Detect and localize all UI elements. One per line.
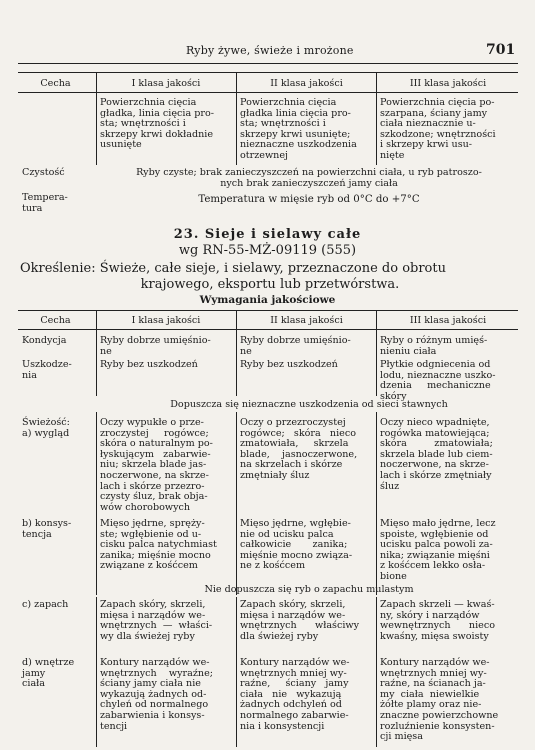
table1-cell-class1: Powierzchnia cięcia gładka, linia cięcia pro- sta; wnętrzności i skrzepy krwi dokładnie usunięte: [100, 97, 214, 151]
table2-label-kondycja: Kondycja: [22, 335, 67, 346]
running-header: Ryby żywe, świeże i mrożone: [186, 44, 354, 57]
section-standard: wg RN-55-MŻ-09119 (555): [178, 243, 357, 258]
table2-zapach-class1: Zapach skóry, skrzeli, mięsa i narządów we- wnętrznych — właści- wy dla świeżej ryby: [100, 599, 213, 642]
table1-temperatura-text: Temperatura w mięsie ryb od 0°C do +7°C: [198, 194, 420, 205]
table2-konsystencja-class3: Mięso mało jędrne, lecz spoiste, wgłębienie od ucisku palca powoli za- nika; związanie mięśni z kośćcem lekko osła- bione: [380, 518, 496, 582]
table2-wyglad-class3: Oczy nieco wpadnięte, rogówka matowiejąca; skóra zmatowiała; skrzela blade lub ciem- noczerwone, na skrze- lach i skórze zmętniały śluz: [380, 417, 493, 492]
requirements-title: Wymagania jakościowe: [199, 294, 336, 306]
table2-col-divider: [96, 597, 97, 747]
table2-wyglad-class2: Oczy o przezroczystej rogówce; skóra nieco zmatowiała, skrzela blade, jasnoczerwone, na skrzelach i skórze zmętniały śluz: [240, 417, 358, 481]
table2-uszkodzenia-class3: Płytkie odgniecenia od lodu, nieznaczne uszko- dzenia mechaniczne skóry: [380, 359, 496, 402]
table2-uszkodzenia-class1: Ryby bez uszkodzeń: [100, 359, 198, 370]
section-title: 23. Sieje i sielawy całe: [173, 227, 362, 242]
table2-top-rule: [18, 310, 518, 311]
table2-wnetrze-class2: Kontury narządów we- wnętrznych mniej wy- raźne, ściany jamy ciała nie wykazują żadnych odchyleń od normalnego zabarwie- nia i konsystencji: [240, 657, 350, 732]
table1-label-temperatura: Tempera- tura: [22, 192, 68, 214]
table2-konsystencja-class1: Mięso jędrne, spręży- ste; wgłębienie od u- cisku palca natychmiast zanika; mięśnie mocno związane z kośćcem: [100, 518, 217, 572]
table1-label-czystosc: Czystość: [22, 167, 65, 178]
table2-label-zapach: c) zapach: [22, 599, 69, 610]
table2-header-rule: [18, 329, 518, 330]
table1-cell-class3: Powierzchnia cięcia po- szarpana, ściany jamy ciała nieznacznie u- szkodzone; wnętrzności i skrzepy krwi usu- nięte: [380, 97, 496, 161]
table2-label-wyglad: Świeżość: a) wygląd: [22, 417, 70, 439]
table2-col-divider: [376, 310, 377, 396]
table2-zapach-class2: Zapach skóry, skrzeli, mięsa i narządów we- wnętrznych właściwy dla świeżej ryby: [240, 599, 360, 642]
table2-kondycja-class2: Ryby dobrze umięśnio- ne: [240, 335, 351, 357]
table2-col-divider: [236, 310, 237, 396]
table1-col-divider: [236, 72, 237, 165]
table2-wnetrze-class3: Kontury narządów we- wnętrznych mniej wy- raźne, na ścianach ja- my ciała niewielkie żółte plamy oraz nie- znaczne powierzchowne rozluźnienie konsysten- cji mięsa: [380, 657, 499, 743]
table2-wnetrze-class1: Kontury narządów we- wnętrznych wyraźne; ściany jamy ciała nie wykazują żadnych od- chyleń od normalnego zabarwienia i konsys- tencji: [100, 657, 213, 732]
table2-label-konsystencja: b) konsys- tencja: [22, 518, 72, 540]
table2-header-cecha: Cecha: [40, 315, 71, 326]
table2-header-class1: I klasa jakości: [131, 315, 201, 326]
table1-cell-class2: Powierzchnia cięcia gładka linia cięcia pro- sta; wnętrzności i skrzepy krwi usunięte; nieznaczne uszkodzenia otrzewnej: [240, 97, 357, 161]
table2-label-wnetrze: d) wnętrze jamy ciała: [22, 657, 75, 690]
definition-line-1: Określenie: Świeże, całe sieje, i sielawy, przeznaczone do obrotu: [20, 261, 446, 276]
page-number: 701: [486, 42, 516, 58]
table1-header-class3: III klasa jakości: [409, 78, 487, 89]
table1-header-rule: [18, 92, 518, 93]
table2-konsystencja-span-note: Nie dopuszcza się ryb o zapachu mulastym: [204, 584, 414, 595]
table2-uszkodzenia-span-note: Dopuszcza się nieznaczne uszkodzenia od sieci stawnych: [170, 399, 448, 410]
table1-header-cecha: Cecha: [40, 78, 71, 89]
table2-konsystencja-class2: Mięso jędrne, wgłębie- nie od ucisku palca całkowicie zanika; mięśnie mocno związa- ne z kośćcem: [240, 518, 353, 572]
table2-label-uszkodzenia: Uszkodze- nia: [22, 359, 72, 381]
table2-col-divider: [236, 412, 237, 595]
table2-col-divider: [376, 412, 377, 595]
table2-wyglad-class1: Oczy wypukłe o prze- zroczystej rogówce; skóra o naturalnym po- łyskującym zabarwie- niu; skrzela blade jas- noczerwone, na skrze- lach i skórze przezro- czysty śluz, brak objа- wów chorobowych: [100, 417, 213, 513]
table1-czystosc-text: Ryby czyste; brak zanieczyszczeń na powierzchni ciała, u ryb patroszo- nych brak zanieczyszczeń jamy ciała: [136, 167, 482, 189]
table1-top-rule: [18, 72, 518, 73]
header-rule: [18, 63, 518, 64]
definition-paragraph: [20, 261, 520, 293]
table2-header-class3: III klasa jakości: [409, 315, 487, 326]
table2-zapach-class3: Zapach skrzeli — kwaś- ny, skóry i narządów wewnętrznych nieco kwaśny, mięsa swoisty: [380, 599, 495, 642]
table2-uszkodzenia-class2: Ryby bez uszkodzeń: [240, 359, 338, 370]
table2-col-divider: [96, 412, 97, 595]
table2-kondycja-class1: Ryby dobrze umięśnio- ne: [100, 335, 211, 357]
table2-kondycja-class3: Ryby o różnym umięś- nieniu ciała: [380, 335, 488, 357]
definition-line-2: krajowego, eksportu lub przetwórstwa.: [140, 277, 400, 292]
table1-col-divider: [376, 72, 377, 165]
table2-col-divider: [96, 310, 97, 396]
table1-header-class1: I klasa jakości: [131, 78, 201, 89]
table2-header-class2: II klasa jakości: [270, 315, 343, 326]
table1-col-divider: [96, 72, 97, 165]
table1-header-class2: II klasa jakości: [270, 78, 343, 89]
table2-col-divider: [236, 597, 237, 747]
table2-col-divider: [376, 597, 377, 747]
